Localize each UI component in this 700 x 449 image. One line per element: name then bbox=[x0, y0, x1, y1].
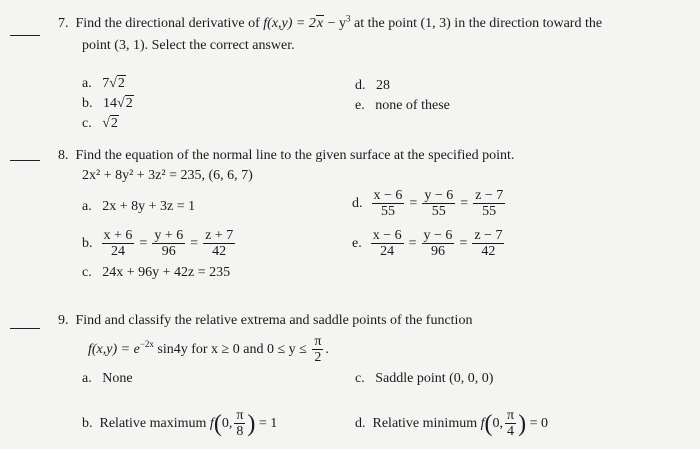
choice-coef: 7 bbox=[102, 76, 110, 91]
choice-coef: 14 bbox=[103, 96, 117, 111]
answer-blank-9[interactable] bbox=[10, 328, 40, 329]
function-rhs: sin4y for x ≥ 0 and 0 ≤ y ≤ bbox=[157, 341, 307, 357]
function-definition: f(x,y) = e $^{-2x}$ sin4y for x ≥ 0 and 0 ≤ y ≤ $\frac{\pi}{2}$ . bbox=[88, 334, 329, 365]
choice-label: b. bbox=[82, 96, 93, 111]
choice-text: Saddle point (0, 0, 0) bbox=[375, 371, 494, 386]
choice-9a[interactable] bbox=[82, 370, 133, 388]
equals-sign: = bbox=[139, 235, 148, 251]
answer-blank-8[interactable] bbox=[10, 160, 40, 161]
choice-radicand: 2 bbox=[117, 76, 125, 91]
choice-label: e. bbox=[352, 235, 362, 251]
choice-text: None bbox=[102, 371, 133, 386]
choice-7b[interactable]: b. 14√2 bbox=[82, 96, 133, 111]
choice-label: b. bbox=[82, 235, 93, 251]
choice-text: none of these bbox=[375, 98, 450, 113]
fraction-pi-2: $\frac{\pi}{2}$ bbox=[314, 334, 322, 365]
value: = 1 bbox=[258, 415, 278, 431]
equals-sign: = bbox=[409, 195, 418, 211]
choice-label: e. bbox=[355, 98, 365, 113]
choice-radicand: 2 bbox=[110, 116, 118, 131]
question-number: 9. bbox=[58, 313, 69, 328]
choice-radicand: 2 bbox=[125, 96, 133, 111]
fraction-y: $\frac{y + 6}{96}$ bbox=[154, 228, 184, 259]
fraction-x: $\frac{x + 6}{24}$ bbox=[103, 228, 133, 259]
choice-text: 2x + 8y + 3z = 1 bbox=[102, 199, 196, 214]
choice-label: d. bbox=[355, 78, 366, 93]
function-f: f bbox=[480, 415, 485, 431]
choice-8c[interactable] bbox=[82, 264, 230, 282]
arg-zero: 0, bbox=[492, 415, 503, 431]
choice-7d[interactable] bbox=[355, 77, 390, 95]
choice-9d[interactable]: d. Relative minimum f ( 0, $\frac{\pi}{4}$ ) = 0 bbox=[355, 408, 548, 439]
value: = 0 bbox=[529, 415, 548, 431]
fraction-y: $\frac{y - 6}{96}$ bbox=[423, 228, 453, 259]
choice-7e[interactable] bbox=[355, 97, 450, 115]
choice-9c[interactable] bbox=[355, 370, 493, 388]
choice-label: c. bbox=[82, 116, 92, 131]
fraction-z: $\frac{z - 7}{55}$ bbox=[475, 188, 504, 219]
function-f: f bbox=[209, 415, 214, 431]
fraction-pi-4: $\frac{\pi}{4}$ bbox=[507, 408, 515, 439]
choice-label: a. bbox=[82, 371, 92, 386]
choice-label: a. bbox=[82, 199, 92, 214]
fraction-y: $\frac{y - 6}{55}$ bbox=[424, 188, 454, 219]
fraction-x: $\frac{x - 6}{55}$ bbox=[373, 188, 403, 219]
choice-text: 24x + 96y + 42z = 235 bbox=[102, 265, 231, 280]
fraction-z: $\frac{z + 7}{42}$ bbox=[205, 228, 234, 259]
choice-label: c. bbox=[355, 371, 365, 386]
sqrt-x: x bbox=[316, 16, 324, 31]
question-text-cont: at the point (1, 3) in the direction toward the bbox=[354, 16, 603, 31]
choice-label: d. bbox=[352, 195, 363, 211]
choice-label: a. bbox=[82, 76, 92, 91]
equals-sign: = bbox=[408, 235, 417, 251]
question-text: Find the directional derivative of bbox=[75, 16, 260, 31]
question-number: 8. bbox=[58, 148, 69, 163]
function-lhs: f(x,y) = 2 bbox=[263, 16, 316, 31]
fraction-z: $\frac{z - 7}{42}$ bbox=[474, 228, 503, 259]
question-text: Find the equation of the normal line to the given surface at the specified point. bbox=[75, 148, 515, 163]
arg-zero: 0, bbox=[221, 415, 233, 431]
choice-8d[interactable] bbox=[352, 188, 507, 219]
choice-label: d. bbox=[355, 415, 366, 431]
choice-text: Relative maximum bbox=[99, 415, 207, 431]
choice-text: Relative minimum bbox=[372, 415, 478, 431]
choice-label: b. bbox=[82, 415, 93, 431]
question-7-line2: point (3, 1). Select the correct answer. bbox=[82, 38, 295, 53]
exponent: 3 bbox=[346, 13, 351, 24]
choice-8a[interactable] bbox=[82, 198, 195, 216]
question-text: Find and classify the relative extrema and saddle points of the function bbox=[75, 313, 473, 328]
question-number: 7. bbox=[58, 16, 69, 31]
question-7-line1 bbox=[58, 15, 602, 33]
choice-9b[interactable]: b. Relative maximum f ( 0, $\frac{\pi}{8}$ ) = 1 bbox=[82, 408, 278, 439]
question-9-line1 bbox=[58, 312, 472, 330]
choice-label: c. bbox=[82, 265, 92, 280]
choice-7c[interactable]: c. √2 bbox=[82, 116, 118, 131]
question-8-line1 bbox=[58, 147, 514, 165]
equals-sign: = bbox=[459, 235, 468, 251]
equals-sign: = bbox=[460, 195, 469, 211]
fraction-x: $\frac{x - 6}{24}$ bbox=[372, 228, 402, 259]
surface-equation: 2x² + 8y² + 3z² = 235, (6, 6, 7) bbox=[82, 168, 253, 183]
choice-8b[interactable] bbox=[82, 228, 237, 259]
answer-blank-7[interactable] bbox=[10, 35, 40, 36]
choice-text: 28 bbox=[376, 78, 390, 93]
choice-7a[interactable]: a. 7√2 bbox=[82, 76, 125, 91]
choice-8e[interactable] bbox=[352, 228, 506, 259]
function-rhs: − y bbox=[327, 16, 346, 31]
fraction-pi-8: $\frac{\pi}{8}$ bbox=[236, 408, 244, 439]
function-lhs: f(x,y) = e bbox=[88, 341, 140, 357]
equals-sign: = bbox=[190, 235, 199, 251]
